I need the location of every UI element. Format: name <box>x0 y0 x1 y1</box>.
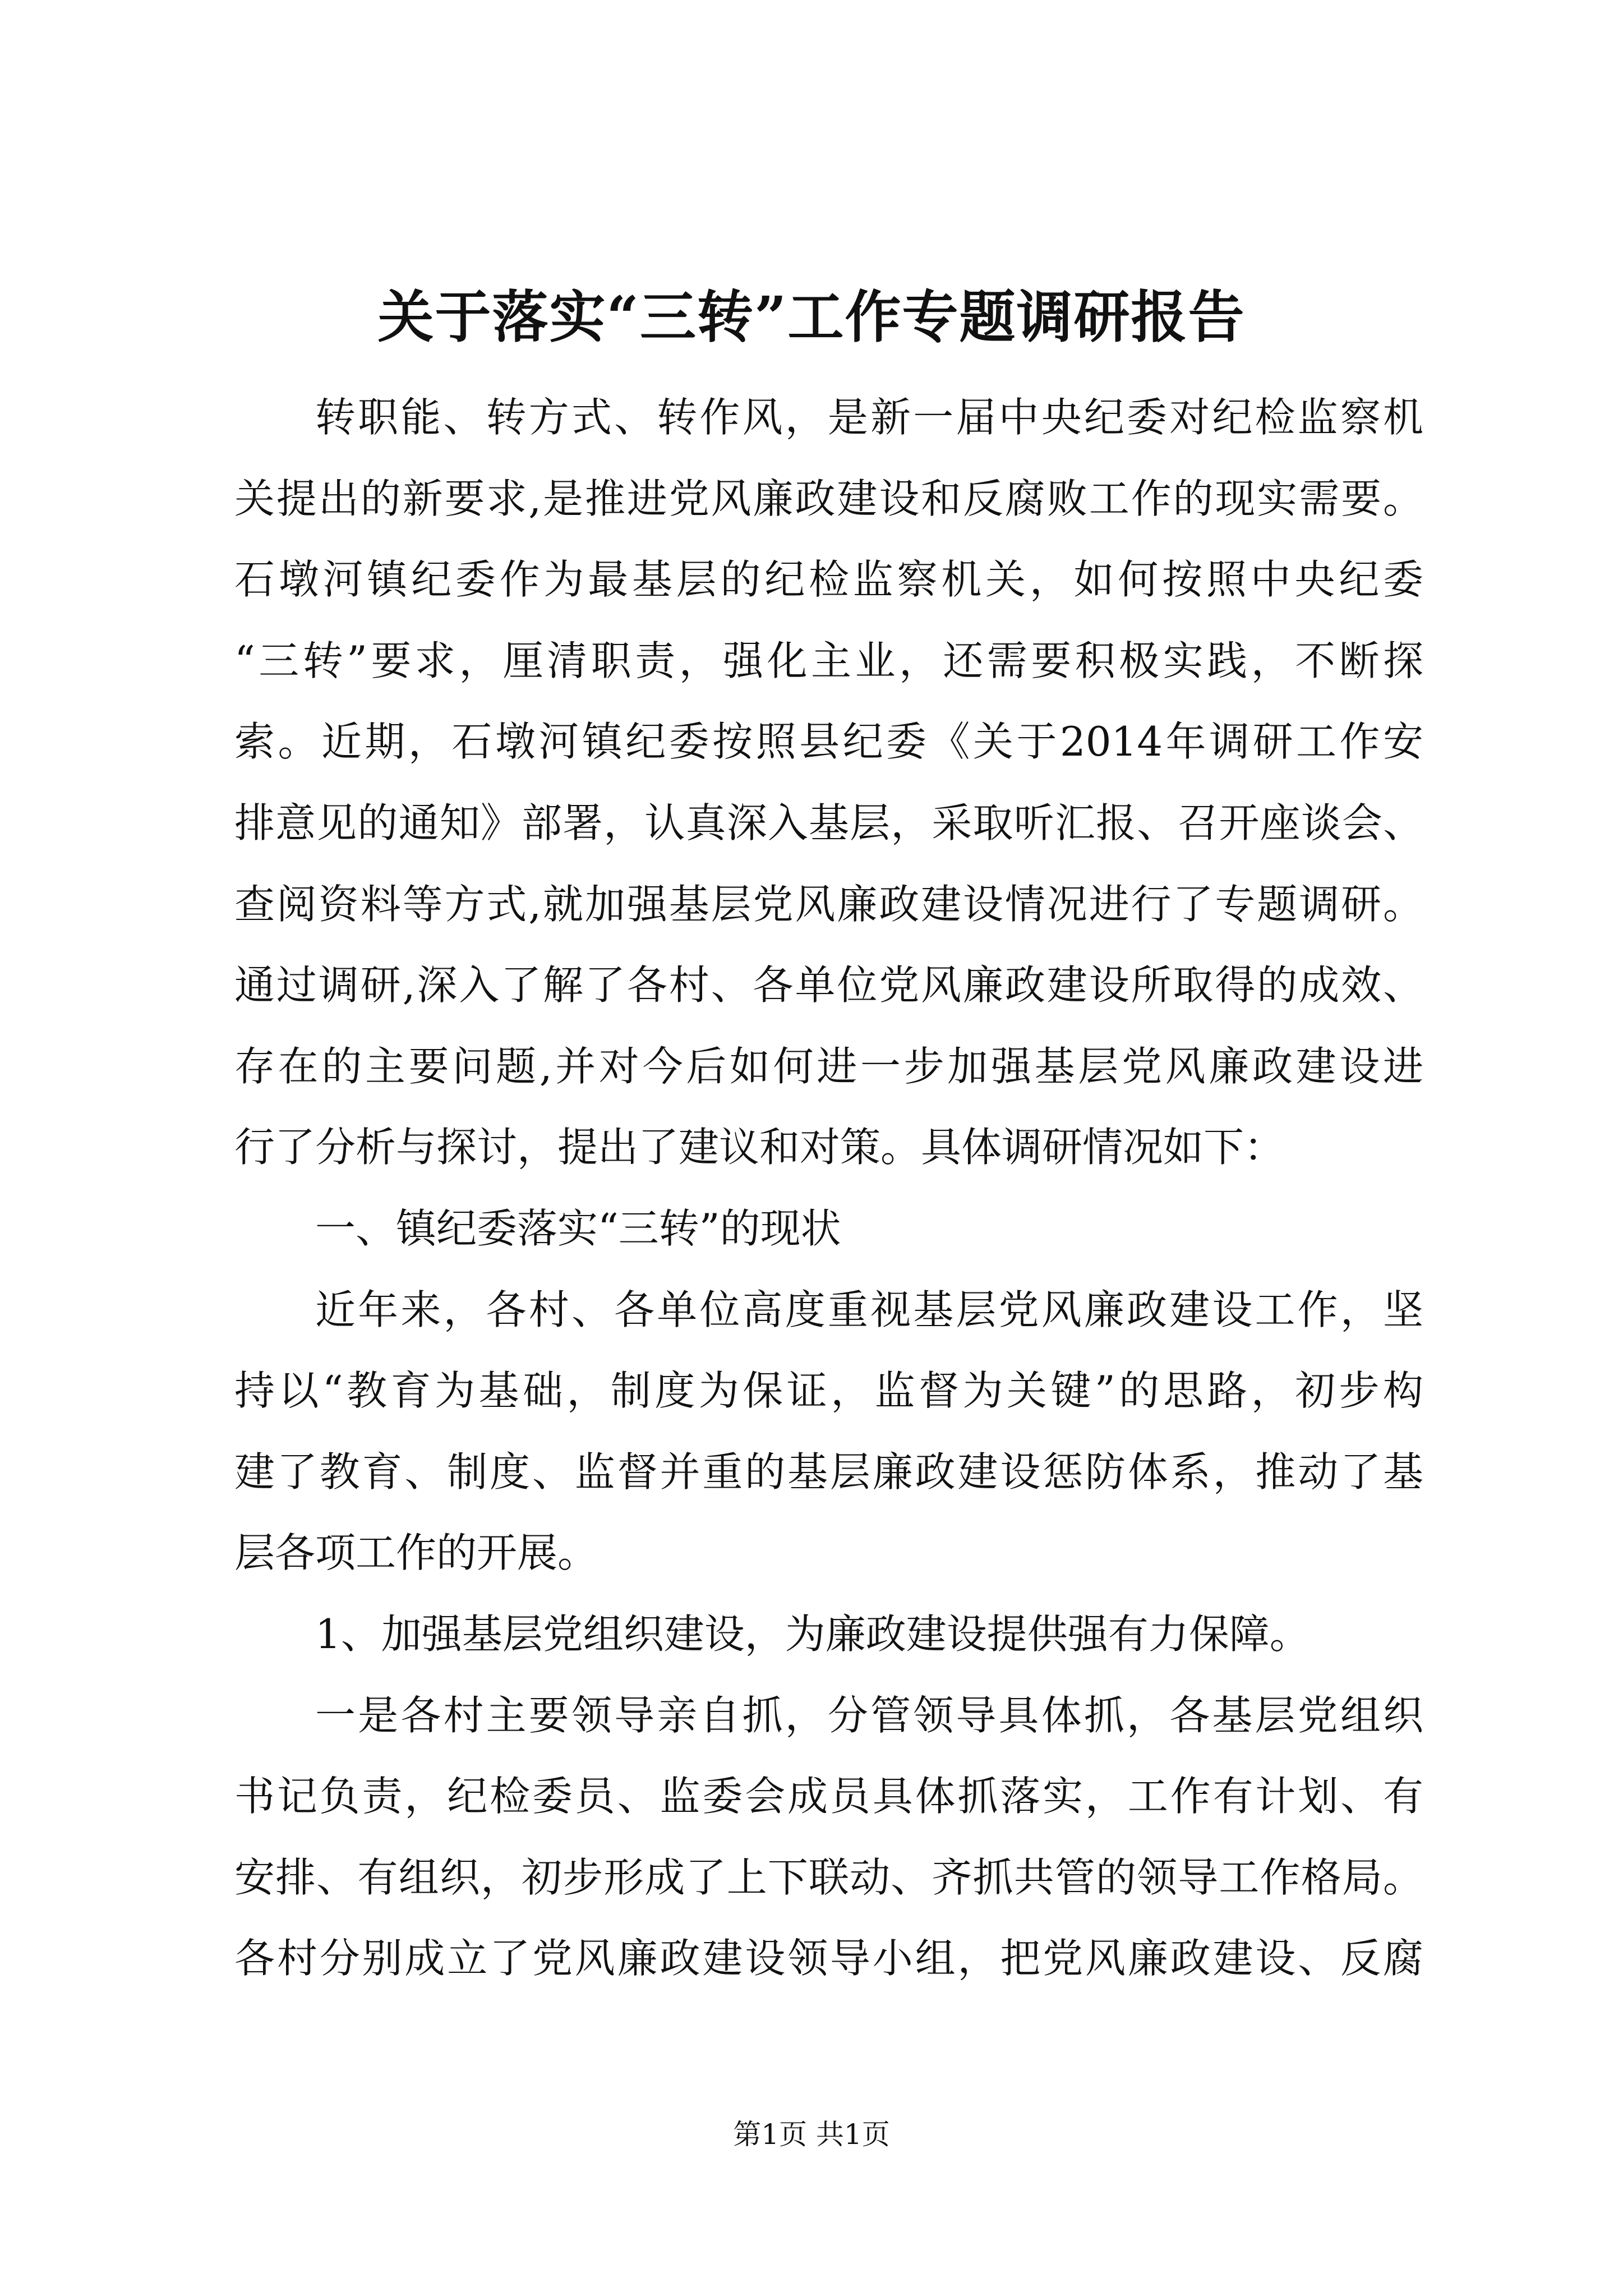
body-line: 行了分析与探讨，提出了建议和对策。具体调研情况如下： <box>234 1124 1285 1171</box>
body-line: 书记负责，纪检委员、监委会成员具体抓落实，工作有计划、有 <box>234 1773 1423 1820</box>
document-title: 关于落实“三转”工作专题调研报告 <box>377 284 1246 350</box>
section-heading: 一、镇纪委落实“三转”的现状 <box>315 1204 841 1252</box>
body-line: 排意见的通知》部署，认真深入基层，采取听汇报、召开座谈会、 <box>234 799 1423 846</box>
body-line: 通过调研,深入了解了各村、各单位党风廉政建设所取得的成效、 <box>234 961 1423 1009</box>
body-line: 索。近期，石墩河镇纪委按照县纪委《关于2014年调研工作安 <box>234 718 1423 766</box>
body-line: 关提出的新要求,是推进党风廉政建设和反腐败工作的现实需要。 <box>234 475 1423 522</box>
body-line: 石墩河镇纪委作为最基层的纪检监察机关，如何按照中央纪委 <box>234 556 1423 604</box>
body-line: 安排、有组织，初步形成了上下联动、齐抓共管的领导工作格局。 <box>234 1853 1423 1901</box>
body-line: “三转”要求，厘清职责，强化主业，还需要积极实践，不断探 <box>234 637 1423 684</box>
body-line: 层各项工作的开展。 <box>234 1529 598 1577</box>
body-line: 建了教育、制度、监督并重的基层廉政建设惩防体系，推动了基 <box>234 1448 1423 1496</box>
body-line: 一是各村主要领导亲自抓，分管领导具体抓，各基层党组织 <box>315 1691 1423 1739</box>
body-line: 转职能、转方式、转作风，是新一届中央纪委对纪检监察机 <box>315 394 1423 441</box>
body-line: 近年来，各村、各单位高度重视基层党风廉政建设工作，坚 <box>315 1286 1423 1333</box>
document-body <box>234 377 1423 1999</box>
subsection-heading: 1、加强基层党组织建设，为廉政建设提供强有力保障。 <box>315 1610 1310 1658</box>
body-line: 存在的主要问题,并对今后如何进一步加强基层党风廉政建设进 <box>234 1042 1423 1090</box>
page-footer: 第1页 共1页 <box>733 2118 890 2151</box>
body-line: 各村分别成立了党风廉政建设领导小组，把党风廉政建设、反腐 <box>234 1935 1423 1982</box>
body-line: 持以“教育为基础，制度为保证，监督为关键”的思路，初步构 <box>234 1367 1423 1415</box>
body-line: 查阅资料等方式,就加强基层党风廉政建设情况进行了专题调研。 <box>234 880 1423 928</box>
